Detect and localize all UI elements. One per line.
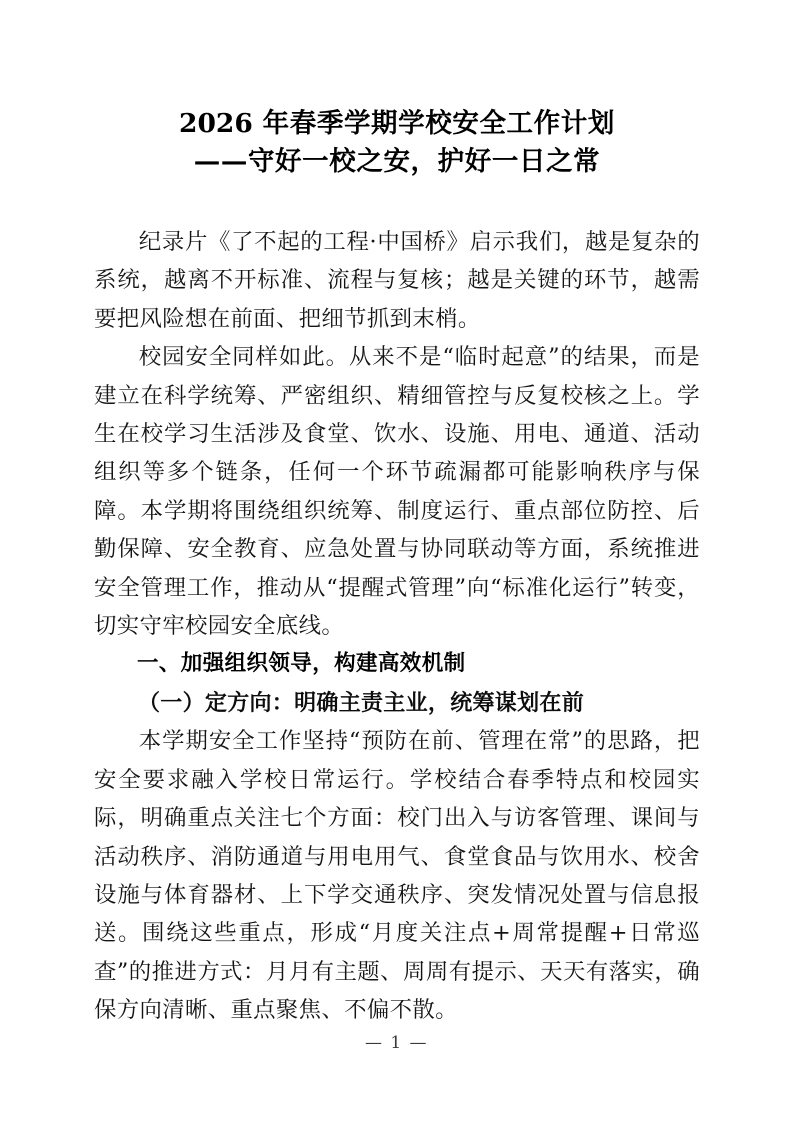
page-subtitle: ——守好一校之安，护好一日之常 bbox=[193, 146, 601, 177]
paragraph-intro: 纪录片《了不起的工程·中国桥》启示我们，越是复杂的系统，越离不开标准、流程与复核；越是关键的环节，越需要把风险想在前面、把细节抓到末梢。 bbox=[94, 229, 700, 332]
document-content bbox=[94, 0, 700, 1030]
page-title-year: 2026 bbox=[179, 108, 253, 139]
paragraph-subsection-body: 本学期安全工作坚持“预防在前、管理在常”的思路，把安全要求融入学校日常运行。学校结合春季特点和校园实际，明确重点关注七个方面：校门出入与访客管理、课间与活动秩序、消防通道与用电用气、食堂食品与饮用水、校舍设施与体育器材、上下学交通秩序、突发情况处置与信息报送。围绕这些重点，形成“月度关注点+周常提醒+日常巡查”的推进方式：月月有主题、周周有提示、天天有落实，确保方向清晰、重点聚焦、不偏不散。 bbox=[94, 728, 700, 1024]
paragraph-overview: 校园安全同样如此。从来不是“临时起意”的结果，而是建立在科学统筹、严密组织、精细管控与反复校核之上。学生在校学习生活涉及食堂、饮水、设施、用电、通道、活动组织等多个链条，任何一个环节疏漏都可能影响秩序与保障。本学期将围绕组织统筹、制度运行、重点部位防控、后勤保障、安全教育、应急处置与协同联动等方面，系统推进安全管理工作，推动从“提醒式管理”向“标准化运行”转变，切实守牢校园安全底线。 bbox=[94, 344, 700, 640]
page-title bbox=[94, 0, 700, 181]
page-title-line-1-text: 年春季学期学校安全工作计划 bbox=[252, 108, 615, 139]
subsection-heading-1: （一）定方向：明确主责主业，统筹谋划在前 bbox=[138, 689, 585, 716]
page-number-footer: — 1 — bbox=[364, 1033, 429, 1053]
page-title-line-1 bbox=[94, 105, 700, 143]
section-heading-1: 一、加强组织领导，构建高效机制 bbox=[137, 651, 466, 677]
